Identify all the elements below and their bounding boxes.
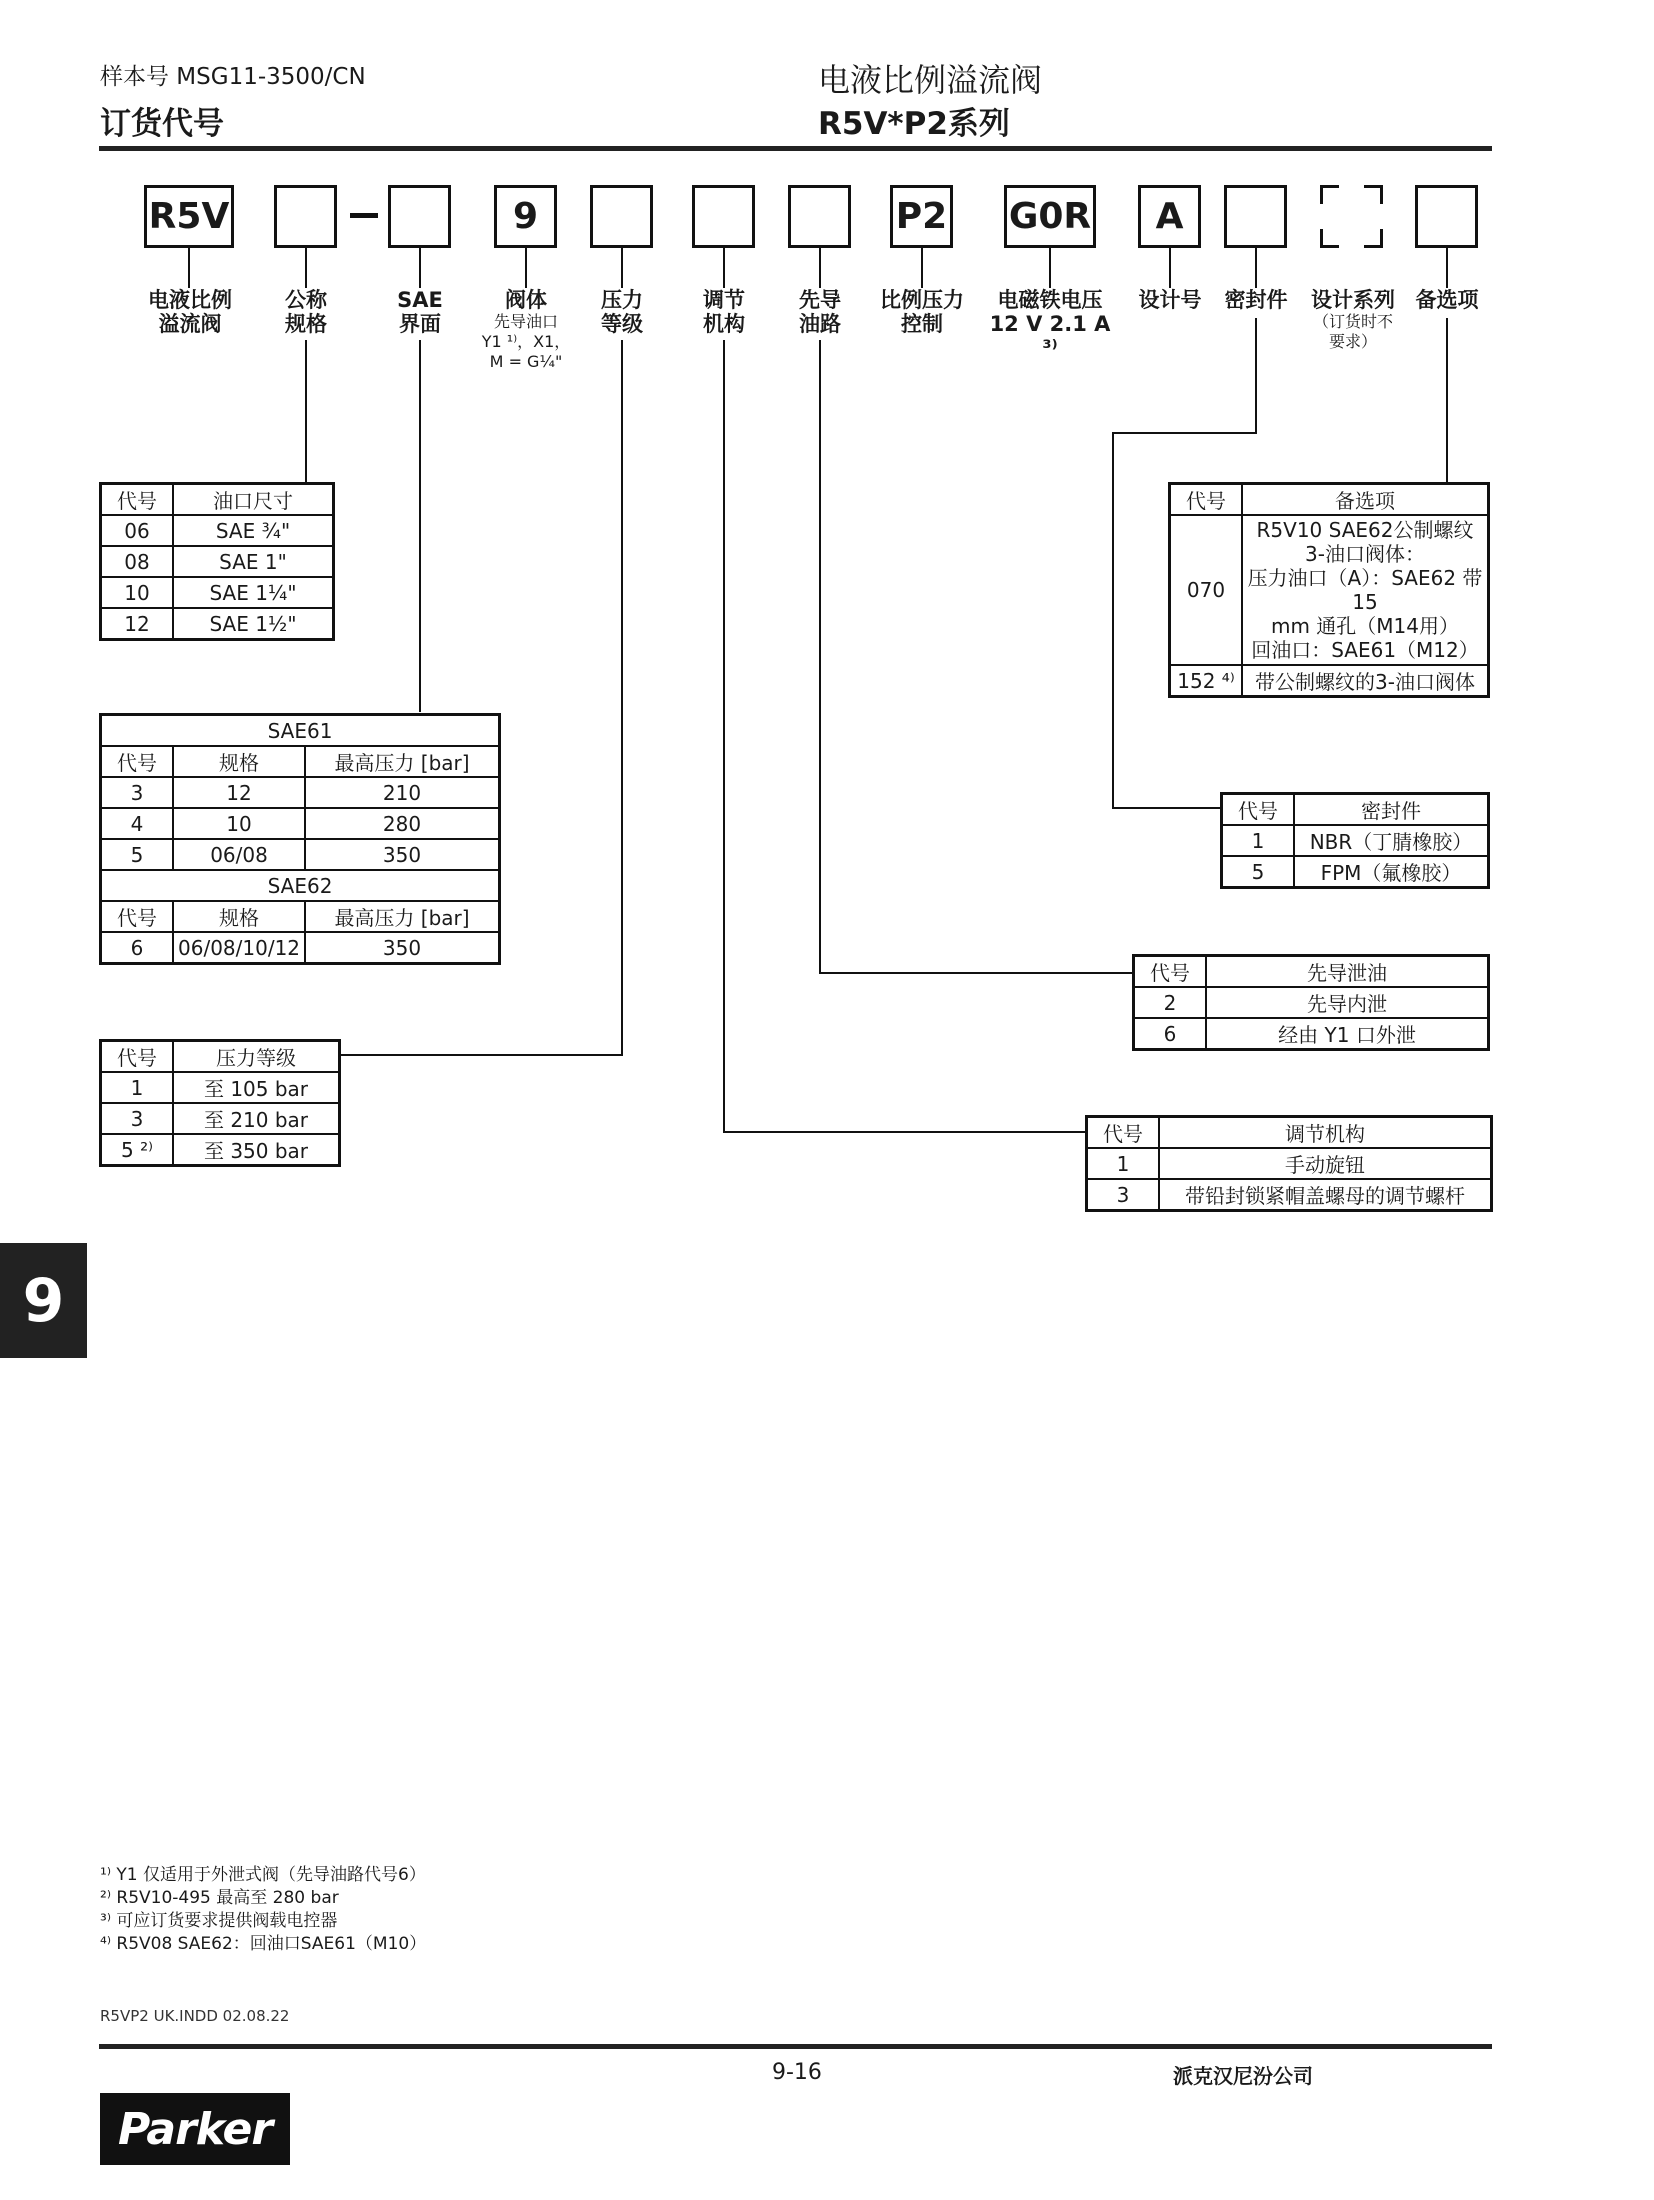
file-info: R5VP2 UK.INDD 02.08.22 [100,2007,290,2025]
page-title: 电液比例溢流阀 [818,61,1043,99]
table-row: 12 SAE 1½" [101,608,334,640]
table-row: 1 至 105 bar [101,1072,340,1103]
sample-number: 样本号 MSG11-3500/CN [100,64,366,90]
field-label-valve: 电液比例 溢流阀 [148,288,232,336]
table-row: 6 经由 Y1 口外泄 [1134,1018,1489,1050]
field-label-pilot: 先导 油路 [799,288,841,336]
code-box-options [1415,185,1478,248]
code-box-sae [388,185,451,248]
section-title: 订货代号 [100,106,224,142]
parker-logo: Parker [100,2093,290,2165]
field-label-size: 公称 规格 [285,288,327,336]
table-row: 5 ²⁾ 至 350 bar [101,1134,340,1166]
field-label-sae: SAE 界面 [397,288,443,336]
table-row: 6 06/08/10/12 350 [101,932,500,964]
footnote-3: ³⁾ 可应订货要求提供阀载电控器 [100,1911,338,1931]
table-row: 4 10 280 [101,808,500,839]
header-rule [99,146,1492,151]
table-row: 070 R5V10 SAE62公制螺纹 3-油口阀体： 压力油口（A）：SAE62 带 15 mm 通孔（M14用） 回油口：SAE61（M12） [1170,515,1489,665]
chapter-tab: 9 [0,1243,87,1358]
table-row: 2 先导内泄 [1134,987,1489,1018]
field-label-adjust: 调节 机构 [703,288,745,336]
dash-separator [350,213,378,218]
field-label-options: 备选项 [1415,288,1479,312]
code-box-a: A [1138,185,1201,248]
field-label-pressure: 压力 等级 [601,288,643,336]
code-box-pilot [788,185,851,248]
code-box-seal [1224,185,1287,248]
table-row: 06 SAE ¾" [101,515,334,546]
table-options: 代号 备选项 070 R5V10 SAE62公制螺纹 3-油口阀体： 压力油口（A）：SAE62 带 15 mm 通孔（M14用） 回油口：SAE61（M12） 152 ⁴⁾ 带公制螺纹的3-油口阀体 [1168,482,1490,698]
field-label-design: 设计号 [1138,288,1202,312]
code-box-r5v: R5V [144,185,234,248]
table-seal: 代号 密封件 1 NBR（丁腈橡胶） 5 FPM（氟橡胶） [1220,792,1490,889]
table-adjustment: 代号 调节机构 1 手动旋钮 3 带铅封锁紧帽盖螺母的调节螺杆 [1085,1115,1493,1212]
table-pilot-drain: 代号 先导泄油 2 先导内泄 6 经由 Y1 口外泄 [1132,954,1490,1051]
field-label-design-series: 设计系列 （订货时不 要求） [1311,288,1395,351]
table-row: 08 SAE 1" [101,546,334,577]
table-row: 5 FPM（氟橡胶） [1222,856,1489,888]
code-box-p2: P2 [890,185,953,248]
table-row: 3 至 210 bar [101,1103,340,1134]
table-port-size: 代号 油口尺寸 06 SAE ¾" 08 SAE 1" 10 SAE 1¼" 12 SAE 1½" [99,482,335,641]
footnote-2: ²⁾ R5V10-495 最高至 280 bar [100,1888,339,1908]
page-number: 9-16 [772,2060,822,2085]
field-label-proportional: 比例压力 控制 [880,288,964,336]
field-label-solenoid: 电磁铁电压 12 V 2.1 A ³⁾ [989,288,1111,360]
table-row: 10 SAE 1¼" [101,577,334,608]
table-row: 5 06/08 350 [101,839,500,870]
footnote-1: ¹⁾ Y1 仅适用于外泄式阀（先导油路代号6） [100,1865,426,1885]
table-sae-interface: SAE61 代号 规格 最高压力 [bar] 3 12 210 4 10 280 5 06/08 350 SAE62 代号 规格 最高压力 [bar] 6 06/08/10/12 350 [99,713,501,965]
code-box-g0r: G0R [1004,185,1096,248]
code-box-body: 9 [494,185,557,248]
table-row: 1 NBR（丁腈橡胶） [1222,825,1489,856]
code-box-adjust [692,185,755,248]
footer-rule [99,2044,1492,2049]
table-pressure-class: 代号 压力等级 1 至 105 bar 3 至 210 bar 5 ²⁾ 至 350 bar [99,1039,341,1167]
field-label-seal: 密封件 [1224,288,1288,312]
series-title: R5V*P2系列 [818,106,1010,142]
table-row: 1 手动旋钮 [1087,1148,1492,1179]
company-name: 派克汉尼汾公司 [1173,2064,1313,2088]
table-row: 3 12 210 [101,777,500,808]
field-label-body: 阀体 先导油口 Y1 ¹⁾，X1， M = G¼" [481,288,571,371]
table-row: 3 带铅封锁紧帽盖螺母的调节螺杆 [1087,1179,1492,1211]
code-box-design-series [1320,185,1383,248]
code-box-size [274,185,337,248]
footnote-4: ⁴⁾ R5V08 SAE62：回油口SAE61（M10） [100,1934,427,1954]
code-box-pressure [590,185,653,248]
table-row: 152 ⁴⁾ 带公制螺纹的3-油口阀体 [1170,665,1489,697]
